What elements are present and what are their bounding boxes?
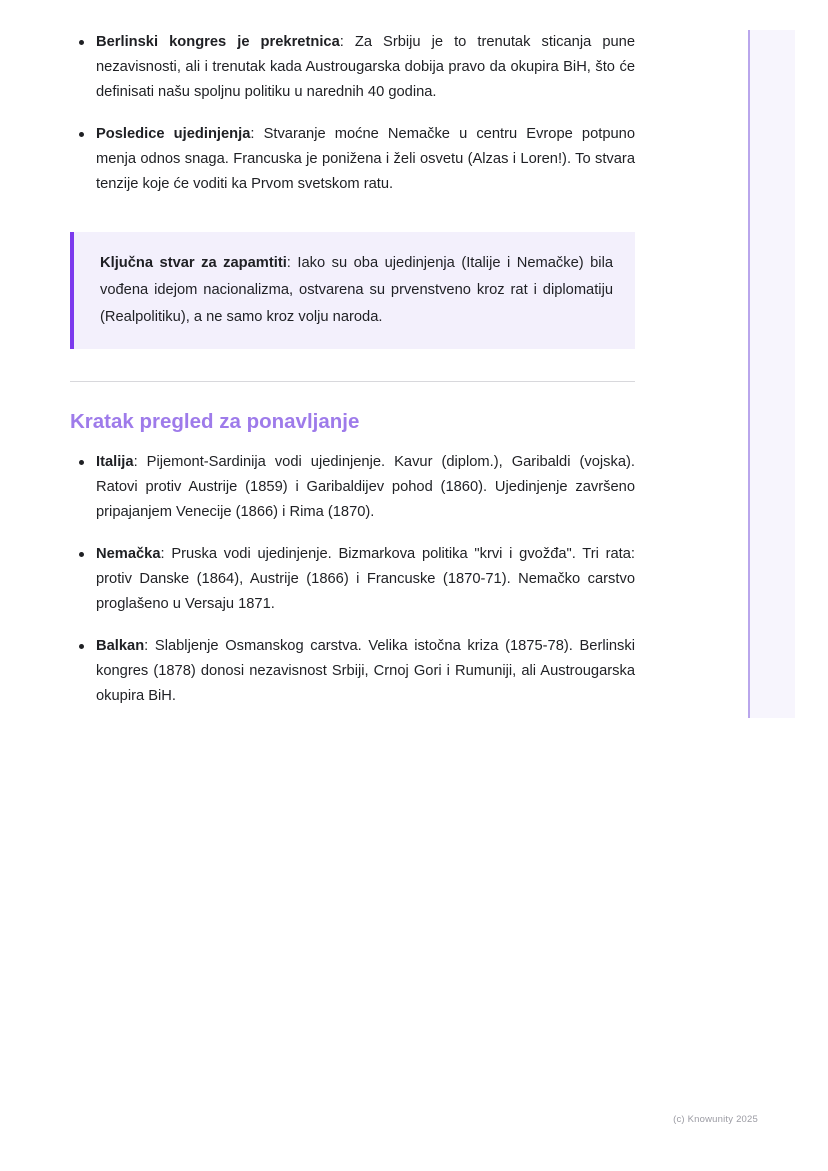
key-takeaway-callout: [70, 232, 635, 349]
list-item-text: : Za Srbiju je to trenutak sticanja pune nezavisnosti, ali i trenutak kada Austrougarska dobija pravo da okupira BiH, što će definisati našu spoljnu politiku u narednih 40 godina.: [96, 34, 635, 100]
document-content: [70, 30, 635, 709]
list-item-lead: Italija: [96, 454, 134, 470]
list-item-text: : Pruska vodi ujedinjenje. Bizmarkova politika "krvi i gvožđa". Tri rata: protiv Danske (1864), Austrije (1866) i Francuske (1870-71). Nemačko carstvo proglašeno u Versaju 1871.: [96, 546, 635, 612]
list-item: [70, 634, 635, 709]
list-item-text: : Stvaranje moćne Nemačke u centru Evrope potpuno menja odnos snaga. Francuska je ponižena i želi osvetu (Alzas i Loren!). To stvara tenzije koje će voditi ka Prvom svetskom ratu.: [96, 126, 636, 192]
list-item-text: : Slabljenje Osmanskog carstva. Velika istočna kriza (1875-78). Berlinski kongres (1878) donosi nezavisnost Srbiji, Crnoj Gori i Rumuniji, ali Austrougarska okupira BiH.: [96, 638, 635, 704]
callout-lead: Ključna stvar za zapamtiti: [100, 255, 287, 271]
summary-bullet-list: [70, 450, 635, 709]
list-item-lead: Balkan: [96, 638, 145, 654]
section-divider: [70, 381, 635, 382]
right-side-rail-accent-line: [748, 30, 750, 718]
list-item: [70, 122, 635, 197]
list-item-lead: Posledice ujedinjenja: [96, 126, 251, 142]
callout-paragraph: [100, 250, 613, 331]
list-item-text: : Pijemont-Sardinija vodi ujedinjenje. Kavur (diplom.), Garibaldi (vojska). Ratovi protiv Austrije (1859) i Garibaldijev pohod (1860). Ujedinjenje završeno pripajanjem Venecije (1866) i Rima (1870).: [96, 454, 635, 520]
list-item: [70, 542, 635, 617]
callout-text: : Iako su oba ujedinjenja (Italije i Nemačke) bila vođena idejom nacionalizma, ostvarena su prvenstveno kroz rat i diplomatiju (Realpolitiku), a ne samo kroz volju naroda.: [100, 255, 614, 325]
copyright-footer: (c) Knowunity 2025: [673, 1114, 758, 1125]
right-side-rail: [749, 30, 795, 718]
top-bullet-list: [70, 30, 635, 197]
list-item-lead: Nemačka: [96, 546, 161, 562]
list-item: [70, 30, 635, 105]
page-title: Kratak pregled za ponavljanje: [70, 410, 360, 433]
list-item: [70, 450, 635, 525]
list-item-lead: Berlinski kongres je prekretnica: [96, 34, 340, 50]
